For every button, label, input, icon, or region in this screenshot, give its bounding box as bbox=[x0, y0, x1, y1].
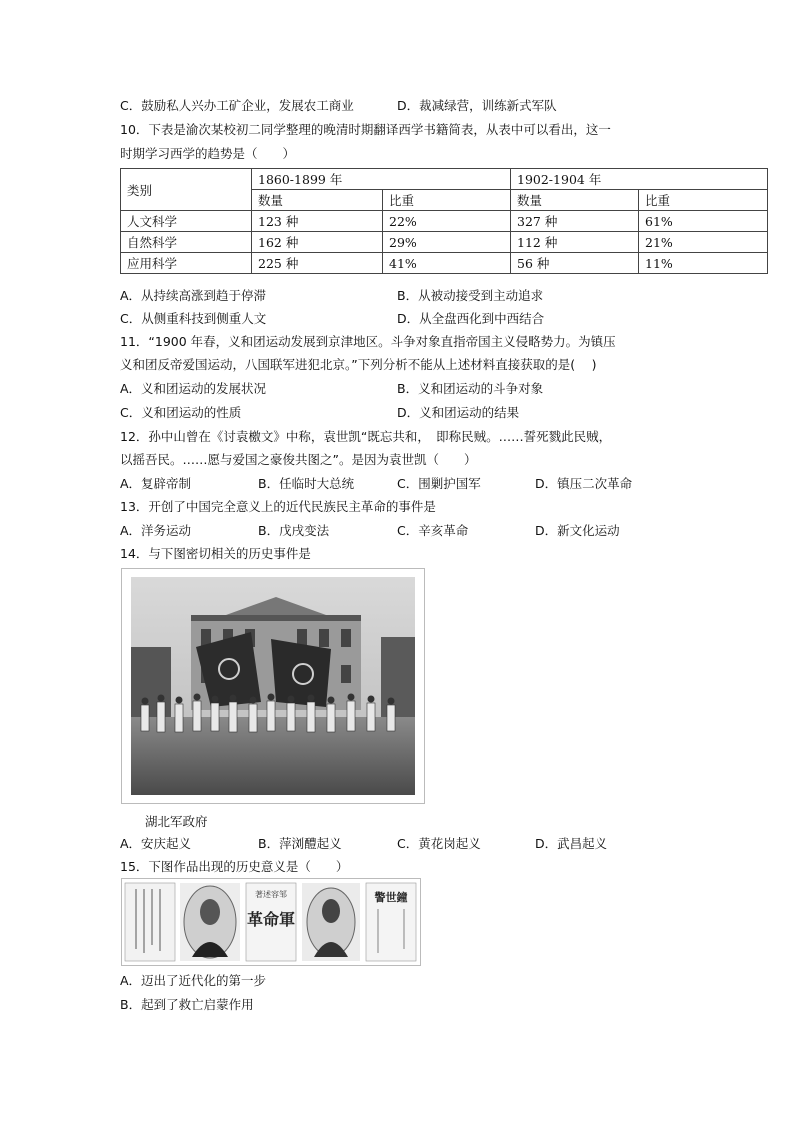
q14-option-c[interactable]: C．黄花岗起义 bbox=[397, 836, 481, 851]
q10-option-a[interactable]: A．从持续高涨到趋于停滞 bbox=[120, 288, 267, 303]
q11-option-a[interactable]: A．义和团运动的发展状况 bbox=[120, 381, 267, 396]
q14-option-a[interactable]: A．安庆起义 bbox=[120, 836, 192, 851]
table-header-period2: 1902-1904 年 bbox=[511, 169, 768, 190]
q12-option-d[interactable]: D．镇压二次革命 bbox=[535, 476, 633, 491]
table-row: 应用科学 225 种 41% 56 种 11% bbox=[121, 253, 768, 274]
q13-option-a[interactable]: A．洋务运动 bbox=[120, 523, 192, 538]
q10-stem-line2: 时期学习西学的趋势是（ ） bbox=[120, 146, 296, 161]
q11-option-c[interactable]: C．义和团运动的性质 bbox=[120, 405, 242, 420]
q12-stem-line2: 以摇吾民。……愿与爱国之豪俊共图之”。是因为袁世凯（ ） bbox=[120, 452, 477, 467]
table-header-count2: 数量 bbox=[511, 190, 639, 211]
q15-option-b[interactable]: B．起到了救亡启蒙作用 bbox=[120, 997, 254, 1012]
historical-photo-image bbox=[131, 577, 415, 795]
revolutionary-works-image-strip bbox=[121, 878, 421, 966]
book-top-label: 著述容邹 bbox=[255, 890, 287, 899]
historical-works-images bbox=[122, 879, 420, 965]
q10-option-d[interactable]: D．从全盘西化到中西结合 bbox=[397, 311, 545, 326]
q14-option-b[interactable]: B．萍浏醴起义 bbox=[258, 836, 342, 851]
q11-stem-line2: 义和团反帝爱国运动，八国联军进犯北京。”下列分析不能从上述材料直接获取的是( ) bbox=[120, 357, 597, 372]
q15-option-a[interactable]: A．迈出了近代化的第一步 bbox=[120, 973, 267, 988]
table-header-count1: 数量 bbox=[252, 190, 383, 211]
q15-stem: 15．下图作品出现的历史意义是（ ） bbox=[120, 859, 349, 874]
q14-stem: 14．与下图密切相关的历史事件是 bbox=[120, 546, 311, 561]
q11-option-d[interactable]: D．义和团运动的结果 bbox=[397, 405, 520, 420]
q13-option-d[interactable]: D．新文化运动 bbox=[535, 523, 620, 538]
translated-books-table bbox=[120, 168, 768, 274]
hubei-military-government-photo bbox=[121, 568, 425, 804]
table-header-ratio1: 比重 bbox=[383, 190, 511, 211]
q12-option-c[interactable]: C．围剿护国军 bbox=[397, 476, 481, 491]
q11-option-b[interactable]: B．义和团运动的斗争对象 bbox=[397, 381, 544, 396]
table-row: 自然科学 162 种 29% 112 种 21% bbox=[121, 232, 768, 253]
table-header-period1: 1860-1899 年 bbox=[252, 169, 511, 190]
book-title-label: 革命軍 bbox=[246, 910, 296, 929]
table-header-category: 类别 bbox=[121, 169, 252, 211]
q13-option-b[interactable]: B．戊戌变法 bbox=[258, 523, 330, 538]
q12-stem-line1: 12．孙中山曾在《讨袁檄文》中称，袁世凯“既忘共和， 即称民贼。……誓死戮此民贼， bbox=[120, 429, 612, 444]
q10-option-c[interactable]: C．从侧重科技到侧重人文 bbox=[120, 311, 267, 326]
q11-stem-line1: 11．“1900 年春，义和团运动发展到京津地区。斗争对象直指帝国主义侵略势力。为镇压 bbox=[120, 334, 616, 349]
table-row: 人文科学 123 种 22% 327 种 61% bbox=[121, 211, 768, 232]
q13-option-c[interactable]: C．辛亥革命 bbox=[397, 523, 469, 538]
figure14-caption: 湖北军政府 bbox=[145, 814, 208, 829]
table-header-ratio2: 比重 bbox=[639, 190, 768, 211]
book-right-label: 警世鐘 bbox=[374, 891, 408, 904]
q13-stem: 13．开创了中国完全意义上的近代民族民主革命的事件是 bbox=[120, 499, 436, 514]
q14-option-d[interactable]: D．武昌起义 bbox=[535, 836, 608, 851]
q9-option-d: D．裁减绿营，训练新式军队 bbox=[397, 98, 557, 113]
q10-option-b[interactable]: B．从被动接受到主动追求 bbox=[397, 288, 544, 303]
q12-option-a[interactable]: A．复辟帝制 bbox=[120, 476, 192, 491]
q10-stem-line1: 10．下表是渝次某校初二同学整理的晚清时期翻译西学书籍简表，从表中可以看出，这一 bbox=[120, 122, 611, 137]
q9-option-c: C．鼓励私人兴办工矿企业，发展农工商业 bbox=[120, 98, 354, 113]
q12-option-b[interactable]: B．任临时大总统 bbox=[258, 476, 355, 491]
